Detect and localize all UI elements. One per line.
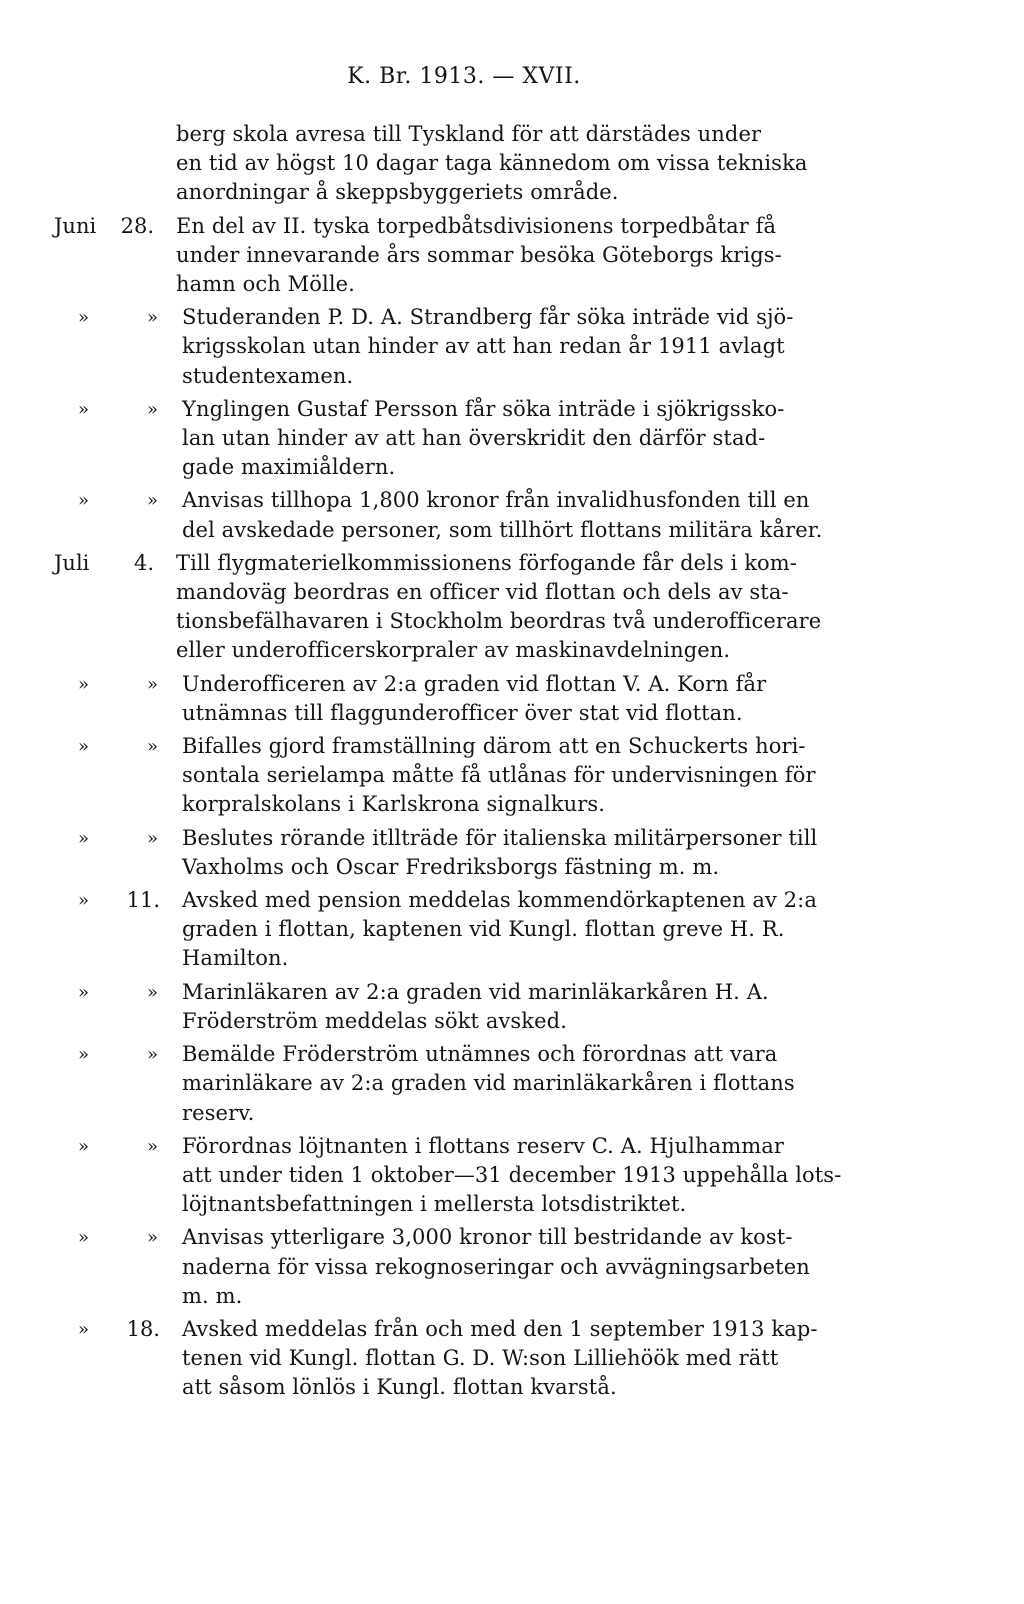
entry-day: »: [146, 736, 158, 758]
entry-day: »: [146, 307, 158, 329]
entry-day: »: [146, 490, 158, 512]
entry-text: [182, 395, 862, 483]
entry-text-line: del avskedade personer, som tillhört flottans militära kårer.: [182, 517, 823, 542]
entry-text-line: Studeranden P. D. A. Strandberg får söka inträde vid sjö-: [182, 305, 794, 330]
entry-text: [176, 120, 856, 208]
entry-text-line: Ynglingen Gustaf Persson får söka inträde i sjökrigssko-: [182, 396, 785, 421]
entry-day: 18.: [126, 1316, 160, 1341]
entry-day: »: [146, 1135, 158, 1157]
entry-day: 28.: [120, 213, 154, 238]
journal-entry: [0, 212, 1024, 300]
journal-entry: [0, 120, 1024, 208]
entry-text-line: Hamilton.: [182, 946, 289, 971]
entry-text: [182, 670, 862, 728]
entry-day: »: [146, 673, 158, 695]
entry-day: »: [146, 398, 158, 420]
entry-text-line: utnämnas till flaggunderofficer över stat vid flottan.: [182, 700, 743, 725]
entry-month: »: [78, 827, 90, 849]
entry-month: »: [78, 736, 90, 758]
entry-text-line: marinläkare av 2:a graden vid marinläkarkåren i flottans: [182, 1071, 795, 1096]
journal-entry: [0, 670, 1024, 728]
entry-text-line: mandoväg beordras en officer vid flottan och dels av sta-: [176, 580, 789, 605]
entry-text-line: Anvisas ytterligare 3,000 kronor till bestridande av kost-: [182, 1225, 793, 1250]
entry-month: »: [78, 1135, 90, 1157]
journal-entry: [0, 395, 1024, 483]
entry-text-line: graden i flottan, kaptenen vid Kungl. flottan greve H. R.: [182, 917, 785, 942]
entry-text-line: korpralskolans i Karlskrona signalkurs.: [182, 792, 606, 817]
entry-text-line: Förordnas löjtnanten i flottans reserv C. A. Hjulhammar: [182, 1133, 784, 1158]
entry-text-line: sontala serielampa måtte få utlånas för undervisningen för: [182, 763, 816, 788]
journal-entry: [0, 1132, 1024, 1220]
entry-text-line: tenen vid Kungl. flottan G. D. W:son Lilliehöök med rätt: [182, 1346, 779, 1371]
entry-day: »: [146, 827, 158, 849]
entry-month: »: [78, 307, 90, 329]
entry-text-line: gade maximiåldern.: [182, 455, 396, 480]
entry-month: »: [78, 490, 90, 512]
entry-day: »: [146, 1227, 158, 1249]
entry-text-line: Till flygmaterielkommissionens förfogande får dels i kom-: [176, 550, 797, 575]
entry-text-line: m. m.: [182, 1283, 243, 1308]
journal-entry: [0, 1223, 1024, 1311]
entry-list: [0, 120, 1024, 1403]
entry-month: »: [78, 890, 90, 912]
entry-month: Juni: [54, 213, 97, 238]
journal-entry: [0, 486, 1024, 544]
entry-text-line: krigsskolan utan hinder av att han redan år 1911 avlagt: [182, 334, 785, 359]
entry-month: »: [78, 981, 90, 1003]
entry-text: [176, 212, 856, 300]
entry-day: »: [146, 1044, 158, 1066]
entry-text: [182, 824, 862, 882]
entry-day: 4.: [133, 550, 154, 575]
entry-text-line: Avsked med pension meddelas kommendörkaptenen av 2:a: [182, 888, 817, 913]
entry-text: [182, 732, 862, 820]
entry-month: »: [78, 673, 90, 695]
entry-text-line: eller underofficerskorpraler av maskinavdelningen.: [176, 638, 731, 663]
entry-text-line: under innevarande års sommar besöka Göteborgs krigs-: [176, 242, 782, 267]
entry-text: [182, 303, 862, 391]
journal-entry: [0, 978, 1024, 1036]
entry-text-line: Marinläkaren av 2:a graden vid marinläkarkåren H. A.: [182, 979, 769, 1004]
entry-text: [182, 886, 862, 974]
entry-month: Juli: [54, 550, 90, 575]
entry-text-line: att under tiden 1 oktober—31 december 1913 uppehålla lots-: [182, 1162, 842, 1187]
entry-text-line: Underofficeren av 2:a graden vid flottan V. A. Korn får: [182, 671, 767, 696]
entry-text-line: Beslutes rörande itllträde för italienska militärpersoner till: [182, 825, 818, 850]
entry-text-line: att såsom lönlös i Kungl. flottan kvarstå.: [182, 1375, 617, 1400]
entry-text: [182, 1223, 862, 1311]
journal-entry: [0, 886, 1024, 974]
journal-entry: [0, 1040, 1024, 1128]
entry-text-line: anordningar å skeppsbyggeriets område.: [176, 180, 619, 205]
entry-text-line: studentexamen.: [182, 363, 354, 388]
entry-text: [182, 486, 862, 544]
entry-text: [182, 1132, 862, 1220]
entry-text-line: naderna för vissa rekognoseringar och avvägningsarbeten: [182, 1254, 810, 1279]
entry-month: »: [78, 1044, 90, 1066]
page-header: K. Br. 1913. — XVII.: [347, 64, 581, 89]
journal-entry: [0, 1315, 1024, 1403]
entry-text-line: reserv.: [182, 1100, 255, 1125]
journal-entry: [0, 824, 1024, 882]
entry-text-line: Bifalles gjord framställning därom att en Schuckerts hori-: [182, 734, 806, 759]
entry-text: [182, 978, 862, 1036]
entry-text-line: tionsbefälhavaren i Stockholm beordras två underofficerare: [176, 609, 822, 634]
entry-text-line: en tid av högst 10 dagar taga kännedom om vissa tekniska: [176, 151, 808, 176]
journal-entry: [0, 303, 1024, 391]
entry-text-line: lan utan hinder av att han överskridit den därför stad-: [182, 426, 766, 451]
entry-text-line: En del av II. tyska torpedbåtsdivisionens torpedbåtar få: [176, 213, 777, 238]
entry-month: »: [78, 1227, 90, 1249]
entry-text-line: Avsked meddelas från och med den 1 september 1913 kap-: [182, 1316, 818, 1341]
journal-entry: [0, 549, 1024, 666]
entry-text-line: hamn och Mölle.: [176, 272, 355, 297]
journal-entry: [0, 732, 1024, 820]
entry-text-line: Bemälde Fröderström utnämnes och förordnas att vara: [182, 1042, 778, 1067]
entry-month: »: [78, 398, 90, 420]
entry-text: [182, 1315, 862, 1403]
entry-day: 11.: [126, 888, 160, 913]
entry-text-line: berg skola avresa till Tyskland för att därstädes under: [176, 122, 762, 146]
entry-text-line: Vaxholms och Oscar Fredriksborgs fästning m. m.: [182, 854, 720, 879]
entry-month: »: [78, 1318, 90, 1340]
entry-text-line: Fröderström meddelas sökt avsked.: [182, 1008, 567, 1033]
entry-text: [182, 1040, 862, 1128]
entry-text-line: löjtnantsbefattningen i mellersta lotsdistriktet.: [182, 1192, 687, 1217]
entry-text-line: Anvisas tillhopa 1,800 kronor från invalidhusfonden till en: [182, 488, 810, 513]
entry-text: [176, 549, 856, 666]
entry-day: »: [146, 981, 158, 1003]
